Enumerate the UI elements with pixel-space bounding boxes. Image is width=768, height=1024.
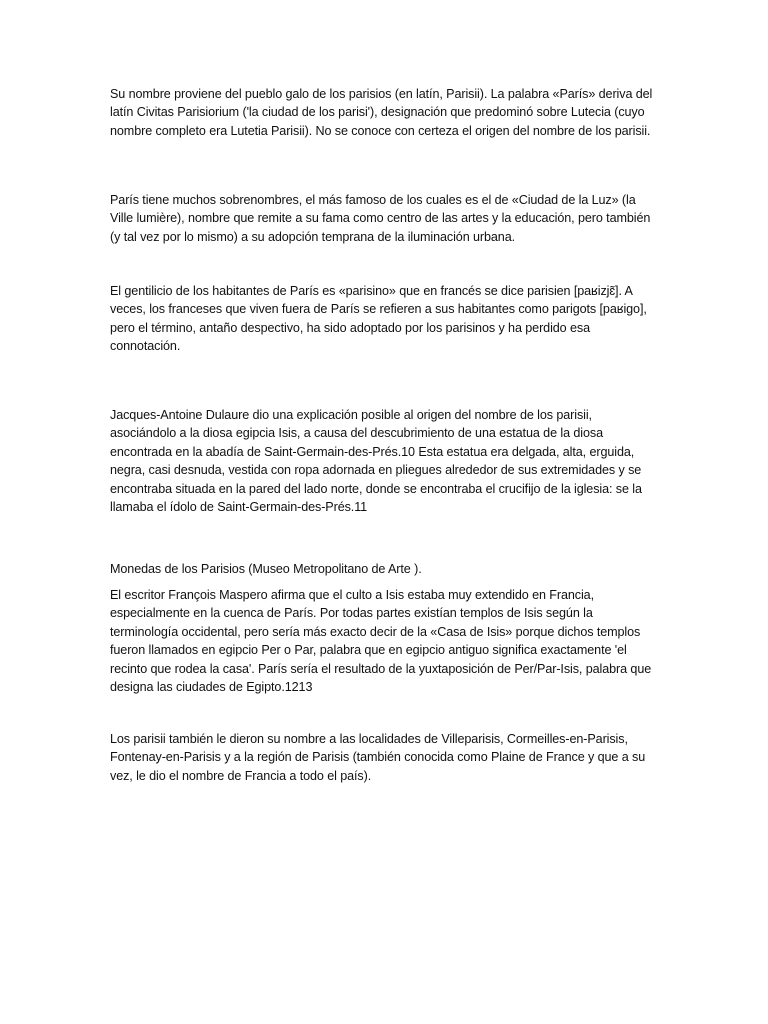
- image-caption: Monedas de los Parisios (Museo Metropolitano de Arte ).: [110, 562, 422, 576]
- paragraph-dulaure-isis: Jacques-Antoine Dulaure dio una explicación posible al origen del nombre de los parisii, asociándolo a la diosa egipcia Isis, a causa del descubrimiento de una estatua de la diosa encontrada en la abadía de Saint-Germain-des-Prés.10 Esta estatua era delgada, alta, erguida, negra, casi desnuda, vestida con ropa adornada en pliegues alrededor de sus extremidades y se encontraba situada en la pared del lado norte, donde se encontraba el crucifijo de la iglesia: se la llamaba el ídolo de Saint-Germain-des-Prés.11: [110, 408, 642, 515]
- paragraph-name-origin: Su nombre proviene del pueblo galo de los parisios (en latín, Parisii). La palabra «París» deriva del latín Civitas Parisiorium ('la ciudad de los parisi'), designación que predominó sobre Lutecia (cuyo nombre completo era Lutetia Parisii). No se conoce con certeza el origen del nombre de los parisii.: [110, 87, 653, 138]
- paragraph-localities: Los parisii también le dieron su nombre a las localidades de Villeparisis, Cormeilles-en-Parisis, Fontenay-en-Parisis y a la región de Parisis (también conocida como Plaine de France y que a su vez, le dio el nombre de Francia a todo el país).: [110, 732, 646, 783]
- paragraph-demonym: El gentilicio de los habitantes de París es «parisino» que en francés se dice parisien [paʁizjɛ̃]. A veces, los franceses que viven fuera de París se refieren a sus habitantes como parigots [paʁigo], pero el término, antaño despectivo, ha sido adoptado por los parisinos y ha perdido esa connotación.: [110, 284, 647, 354]
- paragraph-maspero: El escritor François Maspero afirma que el culto a Isis estaba muy extendido en Francia, especialmente en la cuenca de París. Por todas partes existían templos de Isis según la terminología occidental, pero sería más exacto decir de la «Casa de Isis» porque dichos templos fueron llamados en egipcio Per o Par, palabra que en egipcio antiguo significa exactamente 'el recinto que rodea la casa'. París sería el resultado de la yuxtaposición de Per/Par-Isis, palabra que designa las ciudades de Egipto.1213: [110, 588, 652, 695]
- paragraph-nicknames: París tiene muchos sobrenombres, el más famoso de los cuales es el de «Ciudad de la Luz» (la Ville lumière), nombre que remite a su fama como centro de las artes y la educación, pero también (y tal vez por lo mismo) a su adopción temprana de la iluminación urbana.: [110, 193, 651, 244]
